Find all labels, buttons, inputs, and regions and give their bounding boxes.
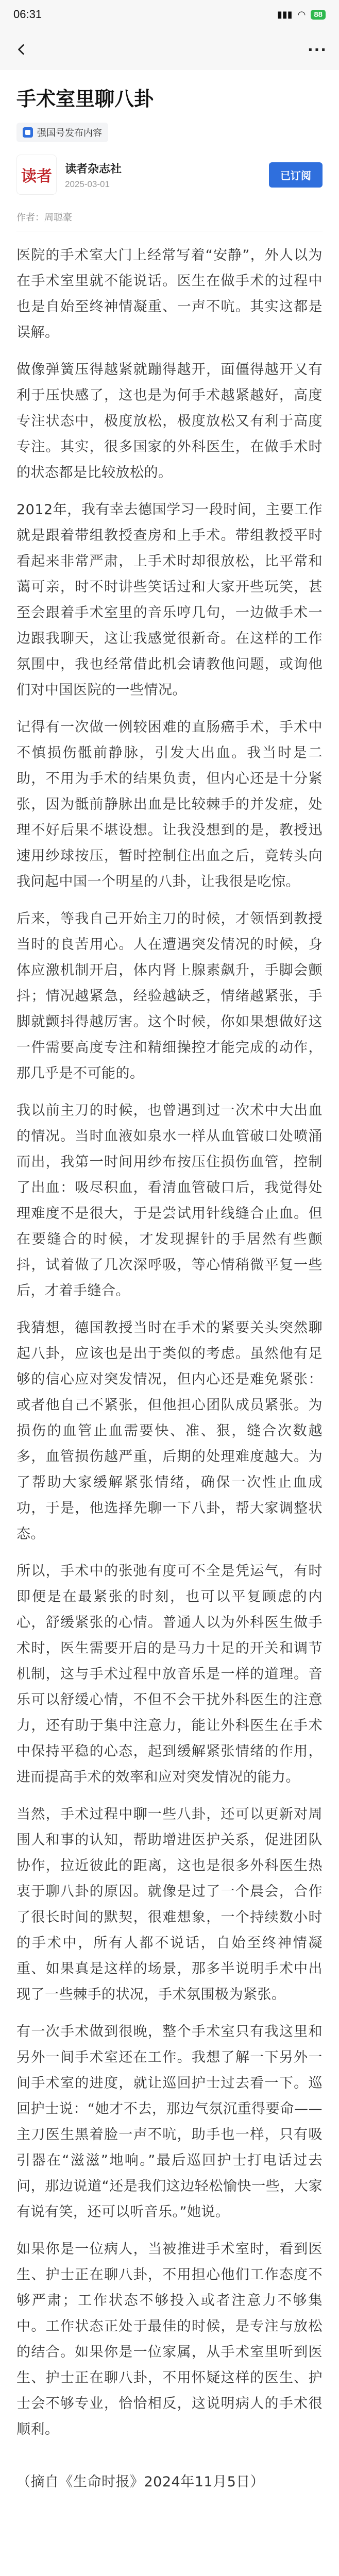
battery-icon: 88 bbox=[311, 10, 326, 20]
follow-button[interactable]: 已订阅 bbox=[269, 162, 323, 188]
top-navbar bbox=[0, 29, 339, 70]
article-title: 手术室里聊八卦 bbox=[16, 88, 154, 110]
wifi-icon: ◠ bbox=[297, 9, 306, 20]
paragraph: 记得有一次做一例较困难的直肠癌手术，手术中不慎损伤骶前静脉，引发大出血。我当时是二助，不用为手术的结果负责，但内心还是十分紧张，因为骶前静脉出血是比较棘手的并发症，处理不好后果不堪设想。让我没想到的是，教授迅速用纱球按压，暂时控制住出血之后，竟转头向我问起中国一个明星的八卦，让我很是吃惊。 bbox=[16, 719, 323, 890]
paragraph: 有一次手术做到很晚，整个手术室只有我这里和另外一间手术室还在工作。我想了解一下另外一间手术室的进度，就让巡回护士过去看一下。巡回护士说：“她才不去，那边气氛沉重得要命——主刀医生黑着脸一声不吭，助手也一样，只有吸引器在“滋滋”地响。”最后巡回护士打电话过去问，那边说道“还是我们这边轻松愉快一些，大家有说有笑，还可以听音乐。”她说。 bbox=[16, 2024, 323, 2220]
signal-icon: ▮▮▮ bbox=[277, 9, 293, 20]
status-bar bbox=[0, 0, 339, 29]
paragraph: 我以前主刀的时候，也曾遇到过一次术中大出血的情况。当时血液如泉水一样从血管破口处喷涌而出，我第一时间用纱布按压住损伤血管，控制了出血：吸尽积血，看清血管破口后，我觉得处理难度不是很大，于是尝试用针线缝合止血。但在要缝合的时候，才发现握针的手居然有些颤抖，试着做了几次深呼吸，等心情稍微平复一些后，才着手缝合。 bbox=[16, 1103, 323, 1299]
publish-date: 2025-03-01 bbox=[65, 179, 110, 189]
source-tag-label: 强国号发布内容 bbox=[37, 128, 102, 139]
author-info[interactable] bbox=[16, 155, 122, 195]
back-button[interactable] bbox=[10, 38, 33, 61]
paragraph: 医院的手术室大门上经常写着“安静”，外人以为在手术室里就不能说话。医生在做手术的过程中也是自始至终神情凝重、一声不吭。其实这都是误解。 bbox=[16, 247, 323, 341]
paragraph: 2012年，我有幸去德国学习一段时间，主要工作就是跟着带组教授查房和上手术。带组教授平时看起来非常严肃，上手术时却很放松，比平常和蔼可亲，时不时讲些笑话过和大家开些玩笑，甚至会跟着手术室里的音乐哼几句，一边做手术一边跟我聊天，这让我感觉很新奇。在这样的工作氛围中，我也经常借此机会请教他问题，或询他们对中国医院的一些情况。 bbox=[16, 502, 323, 698]
paragraph: 做像弹簧压得越紧就蹦得越开，面僵得越开又有利于压快感了，这也是为何手术越紧越好，高度专注状态中，极度放松，极度放松又有利于高度专注。其实，很多国家的外科医生，在做手术时的状态都是比较放松的。 bbox=[16, 362, 323, 481]
article-author-line: 作者：周聪豪 bbox=[16, 212, 72, 223]
paragraph: 当然，手术过程中聊一些八卦，还可以更新对周围人和事的认知，帮助增进医护关系，促进团队协作，拉近彼此的距离，这也是很多外科医生热衷于聊八卦的原因。就像是过了一个晨会，合作了很长时间的默契，很难想象，一个持续数小时的手术中，所有人都不说话，自始至终神情凝重、如果真是这样的场景，那多半说明手术中出现了一些棘手的状况，手术氛围极为紧张。 bbox=[16, 1806, 323, 2003]
more-icon: ··· bbox=[308, 41, 327, 58]
source-tag bbox=[16, 123, 108, 142]
article bbox=[0, 70, 339, 2495]
paragraph: 后来，等我自己开始主刀的时候，才领悟到教授当时的良苦用心。人在遭遇突发情况的时候，身体应激机制开启，体内肾上腺素飙升，手脚会颤抖；情况越紧急，经验越缺乏，情绪越紧张，手脚就颤抖得越厉害。这个时候，你如果想做好这一件需要高度专注和精细操控才能完成的动作，那几乎是不可能的。 bbox=[16, 911, 323, 1081]
paragraph: 所以，手术中的张弛有度可不全是凭运气，有时即便是在最紧张的时刻，也可以平复顾虑的内心，舒缓紧张的心情。普通人以为外科医生做手术时，医生需要开启的是马力十足的开关和调节机制，这与手术过程中放音乐是一样的道理。音乐可以舒缓心情，不但不会干扰外科医生的注意力，还有助于集中注意力，能让外科医生在手术中保持平稳的心态，起到缓解紧张情绪的作用，进而提高手术的效率和应对突发情况的能力。 bbox=[16, 1563, 323, 1785]
publisher-icon bbox=[23, 127, 33, 138]
status-icons bbox=[277, 9, 326, 20]
paragraph: 如果你是一位病人，当被推进手术室时，看到医生、护士正在聊八卦，不用担心他们工作态度不够严肃；工作状态不够投入或者注意力不够集中。工作状态正处于最佳的时候，是专注与放松的结合。如果你是一位家属，从手术室里听到医生、护士正在聊八卦，不用怀疑这样的医生、护士会不够专业，恰恰相反，这说明病人的手术很顺利。 bbox=[16, 2241, 323, 2437]
paragraph: 我猜想，德国教授当时在手术的紧要关头突然聊起八卦，应该也是出于类似的考虑。虽然他有足够的信心应对突发情况，但内心还是难免紧张：或者他自己不紧张，但他担心团队成员紧张。为损伤的血管止血需要快、准、狠，缝合次数越多，血管损伤越严重，后期的处理难度越大。为了帮助大家缓解紧张情绪，确保一次性止血成功，于是，他选择先聊一下八卦，帮大家调整状态。 bbox=[16, 1320, 323, 1542]
author-name: 读者杂志社 bbox=[65, 162, 122, 176]
article-source: （摘自《生命时报》2024年11月5日） bbox=[16, 2474, 265, 2490]
author-row bbox=[16, 155, 323, 195]
status-time: 06:31 bbox=[13, 8, 42, 21]
avatar[interactable]: 读者 bbox=[16, 155, 57, 195]
chevron-left-icon bbox=[15, 43, 28, 56]
more-button[interactable] bbox=[306, 38, 329, 61]
